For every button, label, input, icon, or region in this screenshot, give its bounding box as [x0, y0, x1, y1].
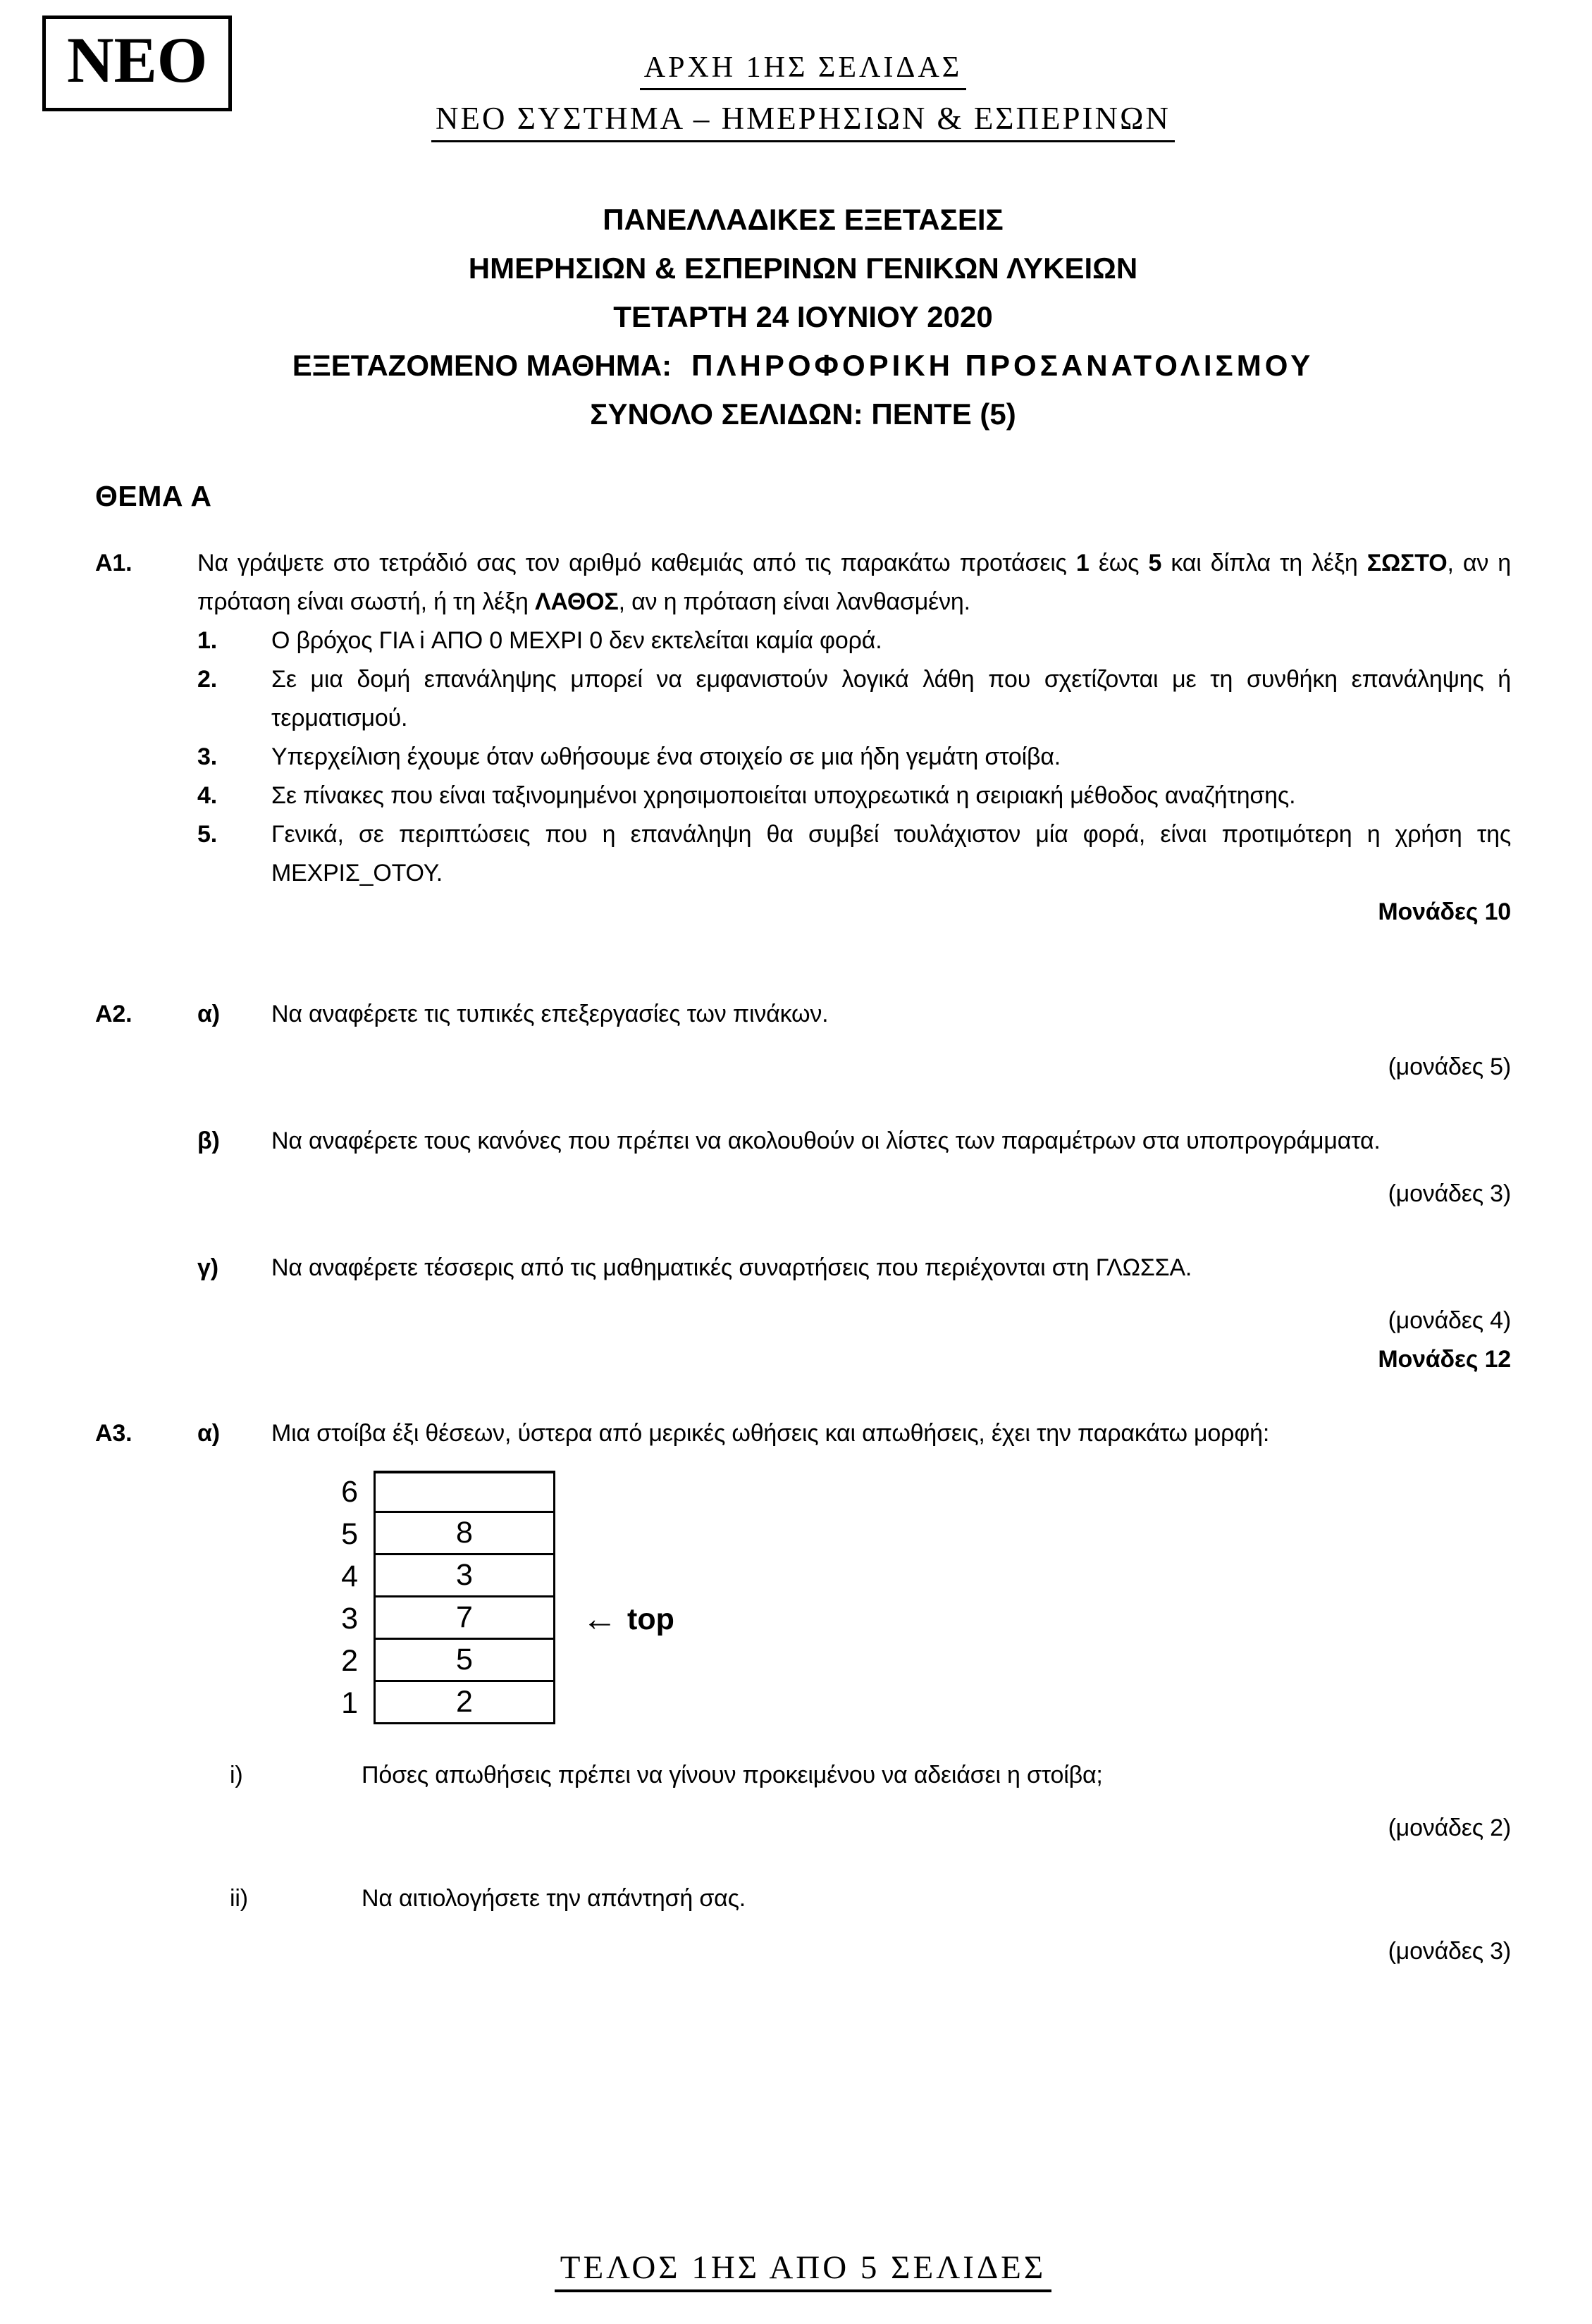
- a1-item-5: [197, 815, 1511, 893]
- a1-marks: Μονάδες 10: [1378, 898, 1511, 925]
- question-a3: [95, 1414, 1511, 1971]
- neo-badge-text: ΝΕΟ: [67, 24, 208, 96]
- title-line-date: ΤΕΤΑΡΤΗ 24 ΙΟΥΝΙΟΥ 2020: [613, 300, 993, 333]
- page-header: [95, 49, 1511, 142]
- stack-cell-2: 5: [374, 1640, 555, 1682]
- stack-cell-4: 3: [374, 1555, 555, 1597]
- question-a2: [95, 995, 1511, 1379]
- question-a3-label: Α3.: [95, 1420, 132, 1447]
- subject-label: ΕΞΕΤΑΖΟΜΕΝΟ ΜΑΘΗΜΑ:: [292, 349, 672, 382]
- question-a2-body: [197, 995, 1511, 1379]
- a1-item-1: [197, 622, 1511, 660]
- header-line-2-wrap: [95, 99, 1511, 142]
- a3-subpart-ii: [197, 1879, 1511, 1918]
- a1-item-2: [197, 660, 1511, 738]
- a2-total-marks: Μονάδες 12: [1378, 1346, 1511, 1373]
- a1-intro: Να γράψετε στο τετράδιό σας τον αριθμό καθεμιάς από τις παρακάτω προτάσεις 1 έως 5 και δίπλα τη λέξη ΣΩΣΤΟ, αν η πρόταση είναι σωστή, ή τη λέξη ΛΑΘΟΣ, αν η πρόταση είναι λανθασμένη.: [197, 550, 1512, 615]
- stack-cell-3: 7: [374, 1597, 555, 1640]
- stack-pos-2: 2: [341, 1644, 358, 1678]
- a1-item-1-number: 1.: [197, 627, 217, 654]
- a1-item-4: [197, 777, 1511, 815]
- a1-item-2-text: Σε μια δομή επανάληψης μπορεί να εμφανιστούν λογικά λάθη που σχετίζονται με τη συνθήκη επανάληψης ή τερματισμού.: [271, 666, 1511, 731]
- stack-pos-1: 1: [341, 1686, 358, 1720]
- stack-pos-5: 5: [341, 1517, 358, 1551]
- stack-row-2: [314, 1640, 1511, 1682]
- a2-part-alpha-marks: (μονάδες 5): [1388, 1053, 1511, 1080]
- stack-diagram: [314, 1471, 1511, 1724]
- a2-part-beta: [197, 1122, 1511, 1161]
- stack-row-5: [314, 1513, 1511, 1555]
- a2-part-beta-marks: (μονάδες 3): [1388, 1180, 1511, 1207]
- stack-top-label: top: [627, 1602, 674, 1636]
- header-line-1-wrap: [95, 49, 1511, 90]
- a3-subpart-i: [197, 1756, 1511, 1795]
- left-arrow-icon: ←: [582, 1599, 617, 1638]
- stack-pos-4: 4: [341, 1559, 358, 1593]
- header-line-1: ΑΡΧΗ 1ΗΣ ΣΕΛΙΔΑΣ: [640, 49, 966, 90]
- stack-row-4: [314, 1555, 1511, 1597]
- stack-row-1: [314, 1682, 1511, 1724]
- stack-row-6: [314, 1471, 1511, 1513]
- stack-pos-3: 3: [341, 1602, 358, 1636]
- subject-name: ΠΛΗΡΟΦΟΡΙΚΗ ΠΡΟΣΑΝΑΤΟΛΙΣΜΟΥ: [691, 349, 1314, 382]
- title-line-pages: ΣΥΝΟΛΟ ΣΕΛΙΔΩΝ: ΠΕΝΤΕ (5): [590, 397, 1016, 431]
- a2-part-alpha: [197, 995, 1511, 1034]
- theme-a-title: ΘΕΜΑ Α: [95, 480, 212, 512]
- a1-item-4-number: 4.: [197, 782, 217, 809]
- question-a2-label: Α2.: [95, 1001, 132, 1027]
- question-a1-body: [197, 544, 1511, 932]
- question-a1: [95, 544, 1511, 932]
- footer-text: ΤΕΛΟΣ 1ΗΣ ΑΠΟ 5 ΣΕΛΙΔΕΣ: [555, 2247, 1051, 2292]
- a2-part-alpha-text: Να αναφέρετε τις τυπικές επεξεργασίες των πινάκων.: [271, 1001, 829, 1027]
- a3-subpart-i-marks: (μονάδες 2): [1388, 1815, 1511, 1841]
- a1-item-4-text: Σε πίνακες που είναι ταξινομημένοι χρησιμοποιείται υποχρεωτικά η σειριακή μέθοδος αναζήτησης.: [271, 782, 1296, 809]
- a1-item-3: [197, 738, 1511, 777]
- stack-pos-6: 6: [341, 1475, 358, 1509]
- a3-subpart-ii-number: ii): [230, 1885, 248, 1912]
- question-a3-body: [197, 1414, 1511, 1971]
- a3-part-alpha-number: α): [197, 1420, 220, 1447]
- question-a1-label: Α1.: [95, 550, 132, 576]
- stack-top-pointer: [582, 1597, 674, 1640]
- title-line-schools: ΗΜΕΡΗΣΙΩΝ & ΕΣΠΕΡΙΝΩΝ ΓΕΝΙΚΩΝ ΛΥΚΕΙΩΝ: [468, 252, 1138, 285]
- neo-badge: [42, 16, 232, 111]
- stack-cell-6: [374, 1471, 555, 1513]
- a2-part-gamma-text: Να αναφέρετε τέσσερις από τις μαθηματικές συναρτήσεις που περιέχονται στη ΓΛΩΣΣΑ.: [271, 1254, 1192, 1281]
- page-footer: [95, 2247, 1511, 2292]
- a1-item-1-text: Ο βρόχος ΓΙΑ i ΑΠΟ 0 ΜΕΧΡΙ 0 δεν εκτελείται καμία φορά.: [271, 627, 882, 654]
- a2-part-alpha-number: α): [197, 1001, 220, 1027]
- stack-row-3: [314, 1597, 1511, 1640]
- a1-item-3-text: Υπερχείλιση έχουμε όταν ωθήσουμε ένα στοιχείο σε μια ήδη γεμάτη στοίβα.: [271, 743, 1061, 770]
- a1-item-3-number: 3.: [197, 743, 217, 770]
- a1-item-2-number: 2.: [197, 666, 217, 693]
- a3-subpart-i-number: i): [230, 1762, 243, 1788]
- a1-item-5-number: 5.: [197, 821, 217, 848]
- a1-item-5-text: Γενικά, σε περιπτώσεις που η επανάληψη θα συμβεί τουλάχιστον μία φορά, είναι προτιμότερη η χρήση της ΜΕΧΡΙΣ_ΟΤΟΥ.: [271, 821, 1511, 886]
- a2-part-beta-number: β): [197, 1127, 220, 1154]
- a3-subpart-ii-marks: (μονάδες 3): [1388, 1938, 1511, 1965]
- title-block: [95, 195, 1511, 438]
- a3-part-alpha: [197, 1414, 1511, 1453]
- a2-part-gamma: [197, 1249, 1511, 1287]
- title-line-exams: ΠΑΝΕΛΛΑΔΙΚΕΣ ΕΞΕΤΑΣΕΙΣ: [603, 203, 1004, 236]
- a3-part-alpha-text: Μια στοίβα έξι θέσεων, ύστερα από μερικές ωθήσεις και απωθήσεις, έχει την παρακάτω μορφή:: [271, 1420, 1270, 1447]
- a2-part-gamma-number: γ): [197, 1254, 218, 1281]
- a2-part-gamma-marks: (μονάδες 4): [1388, 1307, 1511, 1334]
- header-line-2: ΝΕΟ ΣΥΣΤΗΜΑ – ΗΜΕΡΗΣΙΩΝ & ΕΣΠΕΡΙΝΩΝ: [431, 99, 1175, 142]
- title-line-subject: [95, 341, 1511, 390]
- stack-cell-1: 2: [374, 1682, 555, 1724]
- stack-cell-5: 8: [374, 1513, 555, 1555]
- a3-subpart-i-text: Πόσες απωθήσεις πρέπει να γίνουν προκειμένου να αδειάσει η στοίβα;: [362, 1762, 1103, 1788]
- a3-subpart-ii-text: Να αιτιολογήσετε την απάντησή σας.: [362, 1885, 746, 1912]
- a2-part-beta-text: Να αναφέρετε τους κανόνες που πρέπει να ακολουθούν οι λίστες των παραμέτρων στα υποπρογράμματα.: [271, 1127, 1381, 1154]
